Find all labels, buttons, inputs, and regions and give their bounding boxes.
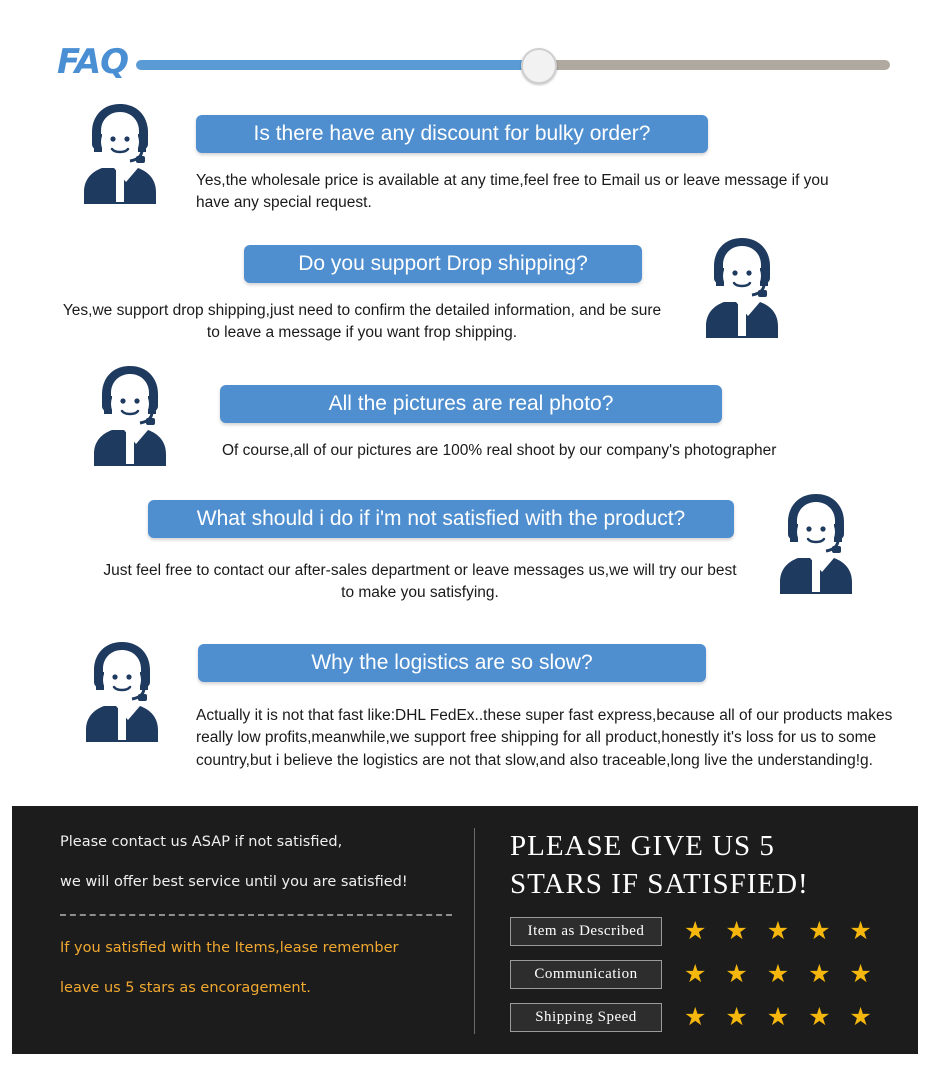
page-title: FAQ	[57, 42, 129, 82]
faq-answer-3: Of course,all of our pictures are 100% real shoot by our company's photographer	[222, 442, 777, 459]
faq-answer-5: Actually it is not that fast like:DHL FedEx..these super fast express,because all of our products makes really low profits,meanwhile,we support free shipping for all product,honestly it's loss for us to some country,but i believe the logistics are not that slow,and also traceable,long live the understanding!g.	[196, 707, 893, 769]
faq-question-5[interactable]: Why the logistics are so slow?	[198, 644, 706, 682]
support-agent-icon	[694, 232, 790, 342]
support-agent-icon	[72, 98, 168, 208]
support-agent-icon	[768, 488, 864, 598]
footer-left-column	[60, 834, 460, 1020]
rating-stars-communication: ★ ★ ★ ★ ★	[684, 960, 878, 989]
footer-headline-2: STARS IF SATISFIED!	[510, 867, 809, 900]
rating-label-item-as-described: Item as Described	[510, 917, 662, 946]
rating-row	[510, 1003, 910, 1032]
faq-answer-4: Just feel free to contact our after-sales department or leave messages us,we will try our best to make you satisfying.	[103, 562, 737, 602]
faq-question-2[interactable]: Do you support Drop shipping?	[244, 245, 642, 283]
support-agent-icon	[74, 636, 170, 746]
faq-answer-2: Yes,we support drop shipping,just need to confirm the detailed information, and be sure to leave a message if you want frop shipping.	[62, 302, 662, 342]
faq-question-1[interactable]: Is there have any discount for bulky order?	[196, 115, 708, 153]
faq-answer-1: Yes,the wholesale price is available at any time,feel free to Email us or leave message if you have any special request.	[196, 172, 829, 212]
rating-row	[510, 960, 910, 989]
footer-right-column	[510, 828, 910, 1032]
footer-vertical-divider	[474, 828, 475, 1034]
faq-header	[0, 14, 930, 84]
progress-slider-knob[interactable]	[521, 48, 557, 84]
footer-text-line-4: leave us 5 stars as encoragement.	[60, 980, 311, 996]
rating-label-communication: Communication	[510, 960, 662, 989]
footer-text-line-3: If you satisfied with the Items,lease remember	[60, 940, 399, 956]
support-agent-icon	[82, 360, 178, 470]
footer-headline-1: PLEASE GIVE US 5	[510, 830, 775, 862]
rating-stars-item-as-described: ★ ★ ★ ★ ★	[684, 917, 878, 946]
rating-row	[510, 917, 910, 946]
faq-question-4[interactable]: What should i do if i'm not satisfied with the product?	[148, 500, 734, 538]
progress-slider-track[interactable]	[136, 60, 890, 70]
rating-stars-shipping-speed: ★ ★ ★ ★ ★	[684, 1003, 878, 1032]
footer-panel	[12, 806, 918, 1054]
footer-text-line-1: Please contact us ASAP if not satisfied,	[60, 834, 343, 850]
rating-label-shipping-speed: Shipping Speed	[510, 1003, 662, 1032]
footer-divider	[60, 914, 452, 916]
footer-text-line-2: we will offer best service until you are satisfied!	[60, 874, 408, 890]
faq-question-3[interactable]: All the pictures are real photo?	[220, 385, 722, 423]
